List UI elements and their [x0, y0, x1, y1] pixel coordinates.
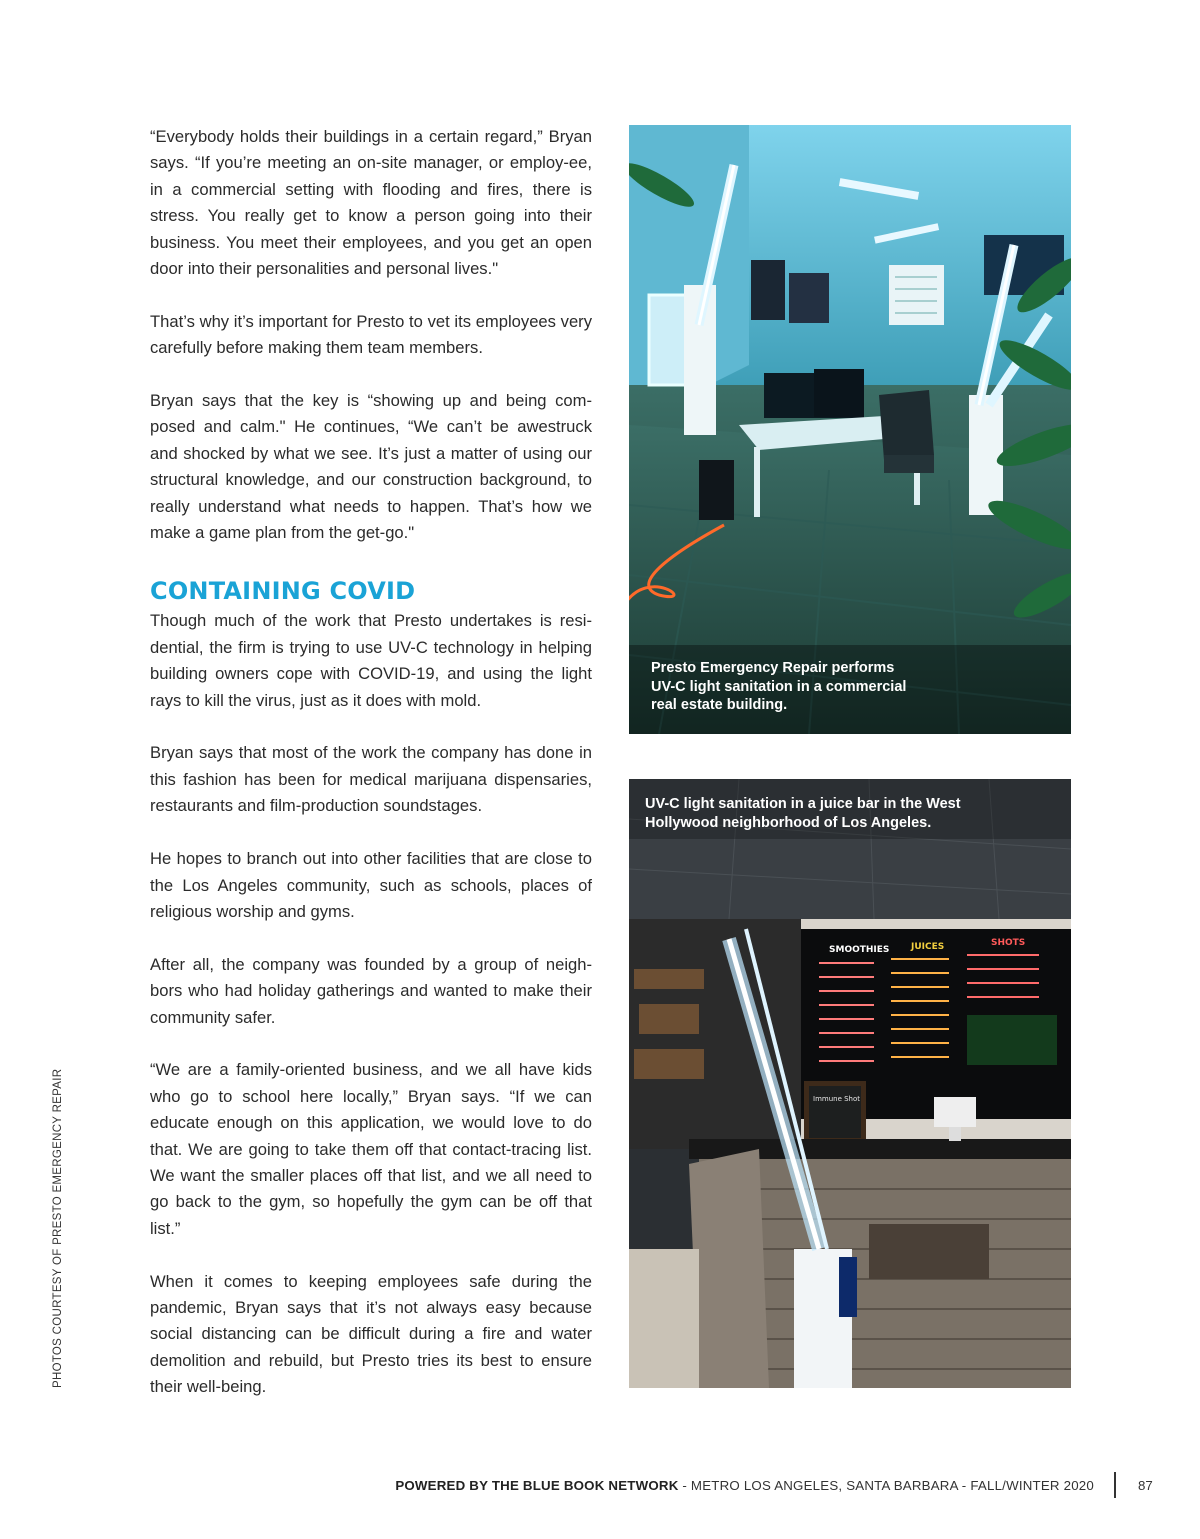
- menu-smoothies: SMOOTHIES: [829, 945, 890, 955]
- section-heading: CONTAINING COVID: [150, 577, 416, 606]
- paragraph-1: “Everybody holds their buildings in a certain regard,” Bryan says. “If you’re meeting an on-site manager, or employ-ee, in a commercial setting with flooding and fires, there is stress. You really get to know a person going into their business. You meet their employees, and you get an open door into their personalities and personal lives.": [150, 127, 592, 279]
- menu-juices: JUICES: [911, 942, 945, 952]
- juice-bar-photo-caption: UV-C light sanitation in a juice bar in the West Hollywood neighborhood of Los Angeles.: [645, 796, 961, 831]
- menu-shots: SHOTS: [991, 938, 1026, 948]
- photo-credit: PHOTOS COURTESY OF PRESTO EMERGENCY REPAIR: [52, 1068, 64, 1388]
- chalkboard-text: Immune Shot: [813, 1095, 861, 1103]
- footer: [395, 1478, 1094, 1493]
- paragraph-5: Bryan says that most of the work the company has done in this fashion has been for medical marijuana dispensaries, restaurants and film-production soundstages.: [150, 743, 592, 816]
- paragraph-6: He hopes to branch out into other facilities that are close to the Los Angeles community, such as schools, places of religious worship and gyms.: [150, 849, 592, 921]
- footer-brand: POWERED BY THE BLUE BOOK NETWORK: [395, 1478, 679, 1493]
- paragraph-8: “We are a family-oriented business, and we all have kids who go to school here locally,” Bryan says. “If we can educate enough on this application, we would love to do that. We are going to take them off that contact-tracing list. We want the smaller places off that list, and we all need to go back to the gym, so hopefully the gym can be off that list.”: [150, 1060, 592, 1238]
- paragraph-2: That’s why it’s important for Presto to vet its employees very carefully before making them team members.: [150, 311, 592, 358]
- paragraph-3: Bryan says that the key is “showing up and being com-posed and calm." He continues, “We can’t be awestruck and shocked by what we see. It’s just a matter of using our structural knowledge, and our construction background, to really understand what needs to happen. That’s how we make a game plan from the get-go.": [150, 391, 592, 543]
- page-number: 87: [1138, 1478, 1153, 1493]
- paragraph-9: When it comes to keeping employees safe during the pandemic, Bryan says that it’s not always easy because social distancing can be difficult during a fire and water demolition and rebuild, but Presto tries its best to ensure their well-being.: [150, 1271, 592, 1397]
- footer-publication: - METRO LOS ANGELES, SANTA BARBARA - FALL/WINTER 2020: [678, 1478, 1094, 1493]
- office-photo: [629, 125, 1071, 734]
- paragraph-4: Though much of the work that Presto undertakes is resi-dential, the firm is trying to use UV-C technology in helping building owners cope with COVID-19, and using the light rays to kill the virus, just as it does with mold.: [150, 611, 592, 710]
- juice-bar-photo: [629, 779, 1071, 1388]
- footer-divider: [1114, 1472, 1116, 1498]
- office-photo-caption: Presto Emergency Repair performs UV-C light sanitation in a commercial real estate building.: [651, 660, 907, 713]
- article-column: [150, 124, 592, 1427]
- paragraph-7: After all, the company was founded by a group of neigh-bors who had holiday gatherings and wanted to make their community safer.: [150, 954, 592, 1027]
